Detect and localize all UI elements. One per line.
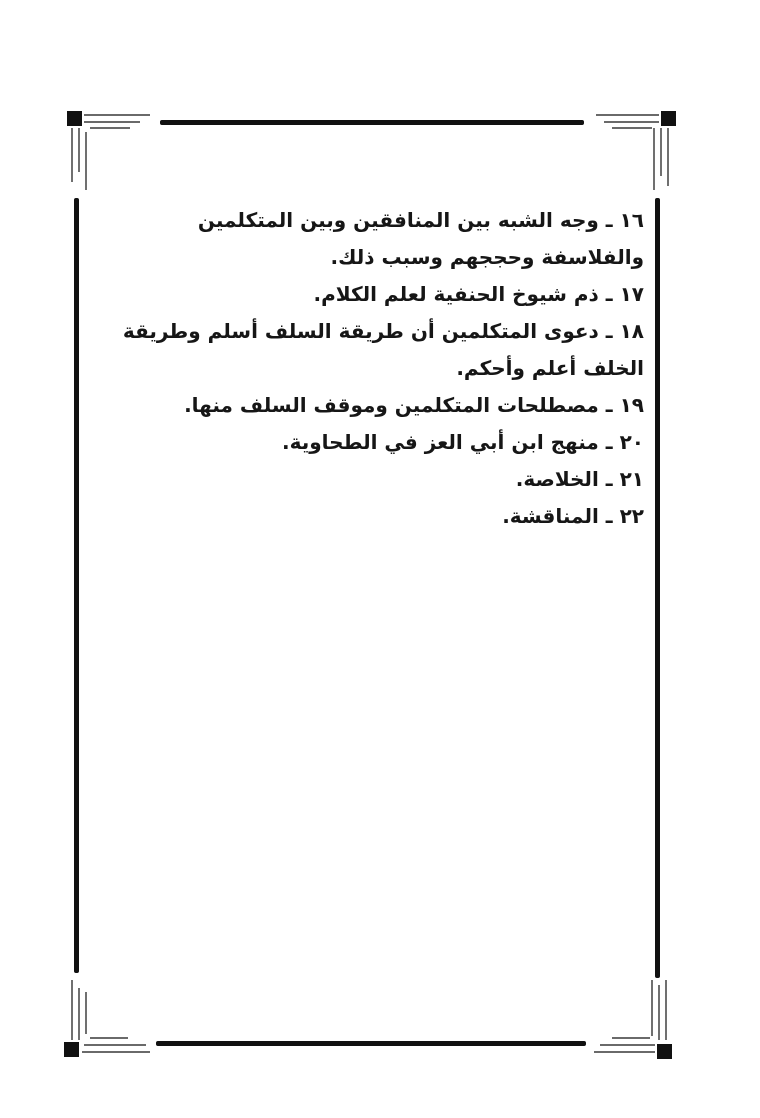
item-text: ـ دعوى المتكلمين أن طريقة السلف أسلم وطريقة الخلف أعلم وأحكم. — [122, 319, 644, 380]
item-text: ـ المناقشة. — [502, 504, 613, 528]
item-number: ٢١ — [619, 467, 644, 491]
corner-ornament-bottom-left — [64, 980, 150, 1057]
item-text: ـ وجه الشبه بين المنافقين وبين المتكلمين والفلاسفة وحججهم وسبب ذلك. — [197, 208, 644, 269]
item-number: ٢٢ — [619, 504, 644, 528]
list-item — [104, 461, 644, 498]
item-text: ـ منهج ابن أبي العز في الطحاوية. — [282, 430, 613, 454]
item-number: ١٩ — [619, 393, 644, 417]
top-border-bar — [160, 120, 584, 125]
corner-ornament-bottom-right — [594, 980, 672, 1059]
item-text: ـ الخلاصة. — [515, 467, 613, 491]
left-border-bar — [74, 198, 79, 973]
contents-list — [104, 202, 644, 535]
item-text: ـ مصطلحات المتكلمين وموقف السلف منها. — [184, 393, 613, 417]
list-item — [104, 276, 644, 313]
item-number: ١٧ — [619, 282, 644, 306]
list-item — [104, 387, 644, 424]
item-text: ـ ذم شيوخ الحنفية لعلم الكلام. — [313, 282, 613, 306]
item-number: ٢٠ — [619, 430, 644, 454]
list-item — [104, 424, 644, 461]
corner-ornament-top-left — [67, 111, 150, 190]
list-item — [104, 202, 644, 276]
item-number: ١٦ — [619, 208, 644, 232]
item-number: ١٨ — [619, 319, 644, 343]
list-item — [104, 498, 644, 535]
corner-ornament-top-right — [596, 111, 676, 190]
right-border-bar — [655, 198, 660, 978]
list-item — [104, 313, 644, 387]
bottom-border-bar — [156, 1041, 586, 1046]
